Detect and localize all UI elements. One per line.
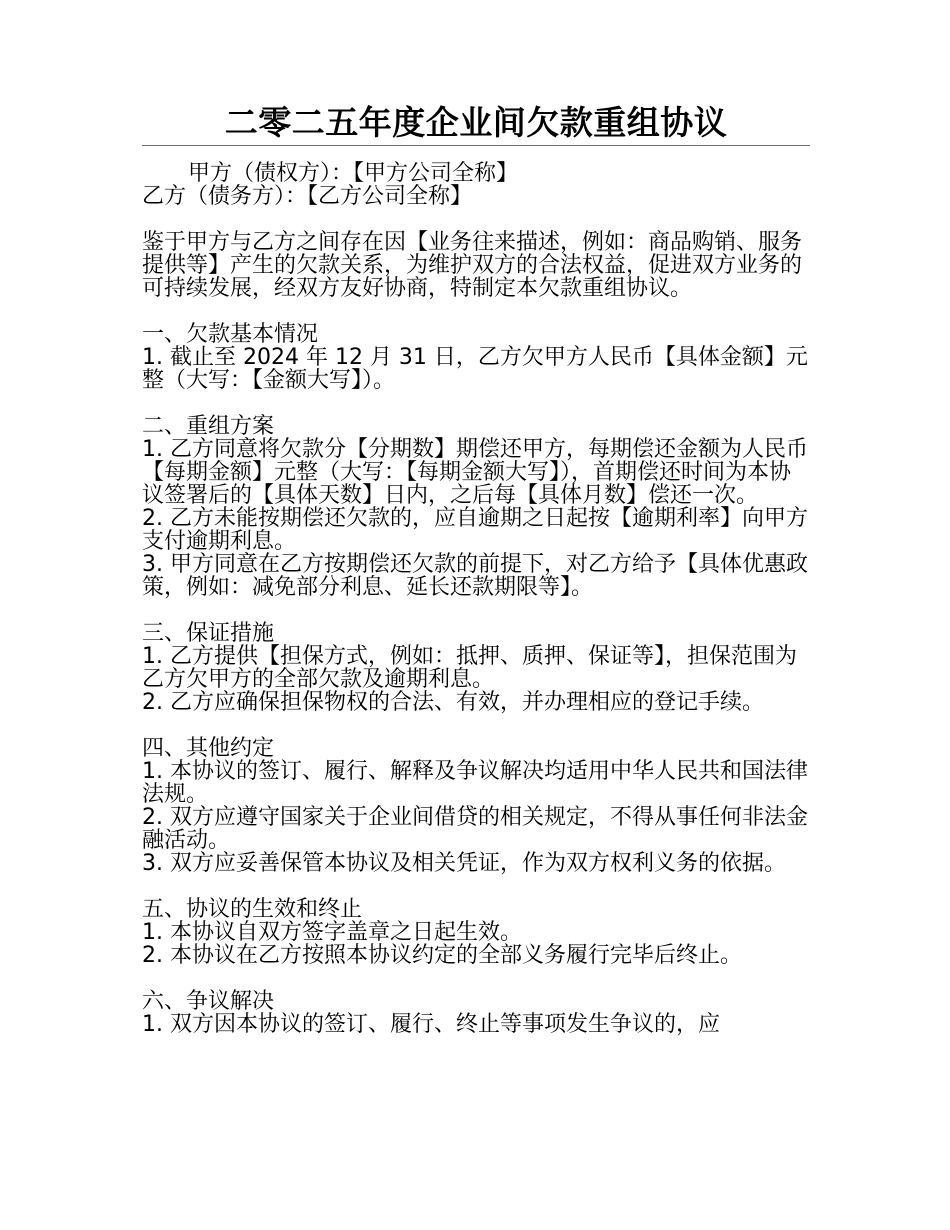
section-dispute-resolution bbox=[142, 990, 812, 1036]
document-body bbox=[142, 162, 812, 1036]
document-title: 二零二五年度企业间欠款重组协议 bbox=[142, 102, 810, 146]
section-heading: 五、协议的生效和终止 bbox=[142, 897, 363, 922]
section-item: 2. 乙方未能按期偿还欠款的，应自逾期之日起按【逾期利率】向甲方支付逾期利息。 bbox=[142, 506, 808, 554]
section-restructuring-plan bbox=[142, 415, 812, 599]
section-item: 1. 双方因本协议的签订、履行、终止等事项发生争议的，应 bbox=[142, 1012, 720, 1037]
section-heading: 四、其他约定 bbox=[142, 736, 275, 761]
section-item: 2. 双方应遵守国家关于企业间借贷的相关规定，不得从事任何非法金融活动。 bbox=[142, 805, 808, 853]
section-item: 1. 本协议的签订、履行、解释及争议解决均适用中华人民共和国法律法规。 bbox=[142, 759, 808, 807]
section-item: 1. 截止至 2024 年 12 月 31 日，乙方欠甲方人民币【具体金额】元整（大写：【金额大写】）。 bbox=[142, 345, 808, 393]
section-basic-info bbox=[142, 323, 812, 392]
section-item: 1. 本协议自双方签字盖章之日起生效。 bbox=[142, 920, 522, 945]
section-heading: 二、重组方案 bbox=[142, 414, 275, 439]
section-item: 2. 乙方应确保担保物权的合法、有效，并办理相应的登记手续。 bbox=[142, 690, 764, 715]
section-item: 3. 甲方同意在乙方按期偿还欠款的前提下，对乙方给予【具体优惠政策，例如：减免部分利息、延长还款期限等】。 bbox=[142, 552, 808, 600]
section-effect-termination bbox=[142, 898, 812, 967]
preamble-paragraph: 鉴于甲方与乙方之间存在因【业务往来描述，例如：商品购销、服务提供等】产生的欠款关系，为维护双方的合法权益，促进双方业务的可持续发展，经双方友好协商，特制定本欠款重组协议。 bbox=[142, 230, 803, 301]
party-a-line: 甲方（债权方）：【甲方公司全称】 bbox=[188, 161, 519, 186]
section-item: 1. 乙方提供【担保方式，例如：抵押、质押、保证等】，担保范围为乙方欠甲方的全部欠款及逾期利息。 bbox=[142, 644, 797, 692]
section-item: 3. 双方应妥善保管本协议及相关凭证，作为双方权利义务的依据。 bbox=[142, 851, 786, 876]
section-item: 1. 乙方同意将欠款分【分期数】期偿还甲方，每期偿还金额为人民币【每期金额】元整（大写：【每期金额大写】），首期偿还时间为本协议签署后的【具体天数】日内，之后每【具体月数】偿还一次。 bbox=[142, 437, 808, 508]
section-other-terms bbox=[142, 737, 812, 875]
section-item: 2. 本协议在乙方按照本协议约定的全部义务履行完毕后终止。 bbox=[142, 943, 742, 968]
section-heading: 六、争议解决 bbox=[142, 989, 275, 1014]
section-heading: 一、欠款基本情况 bbox=[142, 322, 319, 347]
section-guarantee-measures bbox=[142, 622, 812, 714]
party-b-line: 乙方（债务方）：【乙方公司全称】 bbox=[142, 184, 473, 209]
section-heading: 三、保证措施 bbox=[142, 621, 275, 646]
